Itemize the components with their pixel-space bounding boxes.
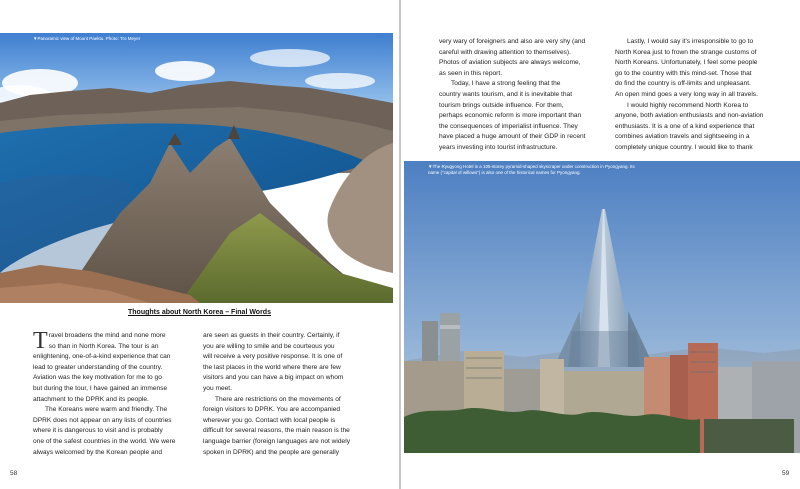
text-line: but during the tour, I have gained an immense (33, 384, 168, 392)
text-line: will receive a very positive response. It is one of (203, 353, 343, 361)
left-column-1 (33, 328, 191, 458)
text-line: difficult for several reasons, the main reason is the (203, 427, 350, 435)
text-line: enlightening, one-of-a-kind experience that can (33, 353, 171, 361)
right-column-1 (439, 37, 607, 154)
text-line: combines aviation travels and sightseeing in a (615, 133, 750, 141)
text-line: do find the country is off-limits and unpleasant. (615, 80, 751, 88)
text-line: attachment to the DPRK and its people. (33, 395, 149, 403)
text-line: very wary of foreigners and also are very shy (and (439, 38, 586, 45)
text-line: Photos of aviation subjects are always welcome, (439, 59, 581, 67)
text-line: so than in North Korea. The tour is an (48, 342, 159, 350)
left-column-2 (203, 331, 373, 458)
drop-cap: T (33, 328, 48, 354)
text-line: Today, I have a strong feeling that the (451, 80, 561, 88)
mount-paektu-photo (0, 33, 393, 303)
article-heading: Thoughts about North Korea – Final Words (128, 309, 271, 316)
ryugyong-hotel-illustration (404, 161, 800, 453)
text-line: have placed a huge amount of their GDP in recent (439, 133, 586, 141)
photo-caption: ▼Panoramic view of Mount Paektu. Photo: Tro Meyer (33, 36, 141, 41)
text-line: one of the safest countries in the world. We were (33, 437, 176, 445)
right-page (401, 0, 800, 489)
page-number-right: 59 (782, 470, 790, 477)
right-column-2 (615, 37, 787, 154)
text-line: language barrier (foreign languages are not widely (203, 437, 350, 445)
text-line: country wants tourism, and it is inevitable that (439, 90, 573, 98)
text-line: as seen in this report. (439, 69, 503, 77)
page-number-left: 58 (10, 470, 18, 477)
text-line: perhaps economic reform is more important than (439, 112, 582, 120)
text-line: you meet. (203, 384, 232, 392)
text-line: careful with drawing attention to themselves). (439, 48, 571, 56)
text-line: Lastly, I would say it's irresponsible to go to (627, 38, 754, 45)
text-line: you are willing to smile and be courteous you (203, 342, 335, 350)
text-line: spoken in DPRK) and the people are generally (203, 448, 339, 456)
text-line: where it is dangerous to visit and is probably (33, 427, 163, 435)
text-line: tourism brings outside influence. For them, (439, 101, 564, 109)
text-line: completely unique country. I would like to thank (615, 143, 753, 151)
text-line: DPRK does not appear on any lists of countries (33, 416, 172, 424)
ryugyong-hotel-photo (404, 161, 800, 453)
text-line: I would highly recommend North Korea to (627, 101, 749, 109)
text-line: go to the country with this mind-set. Those that (615, 69, 752, 77)
text-line: lead to greater understanding of the country. (33, 363, 163, 371)
text-line: The Koreans were warm and friendly. The (45, 406, 168, 414)
mount-paektu-illustration (0, 33, 393, 303)
text-line: wherever you go. Contact with local people is (203, 416, 336, 424)
text-line: the last places in the world where there are few (203, 363, 341, 371)
photo-caption-2: name ("capital of willows") is also one of the historical names for Pyongyang. (428, 170, 581, 175)
text-line: An open mind goes a very long way in all travels. (615, 90, 758, 98)
text-line: are seen as guests in their country. Certainly, if (203, 332, 340, 339)
text-line: always welcomed by the Korean people and (33, 448, 163, 456)
text-line: foreign visitors to DPRK. You are accompanied (203, 406, 341, 414)
text-line: enthusiasts. It is a one of a kind experience that (615, 122, 755, 130)
photo-caption-1: ▼The Ryugyong Hotel is a 105-storey pyramid-shaped skyscraper under construction in Pyongyang. Its (428, 164, 635, 169)
text-line: visitors and you can have a big impact on whom (203, 374, 344, 382)
text-line: anyone, both aviation enthusiasts and non-aviation (615, 112, 764, 120)
text-line: North Koreans. Unfortunately, I feel some people (615, 59, 758, 67)
text-line: ravel broadens the mind and none more (48, 332, 166, 339)
left-page (0, 0, 399, 489)
text-line: North Korea just to frown the strange customs of (615, 48, 757, 56)
text-line: years investing into tourist infrastructure. (439, 143, 558, 151)
text-line: Aviation was the key motivation for me to go (33, 374, 162, 382)
text-line: There are restrictions on the movements of (215, 395, 341, 403)
text-line: the consequences of imperialist influence. They (439, 122, 578, 130)
